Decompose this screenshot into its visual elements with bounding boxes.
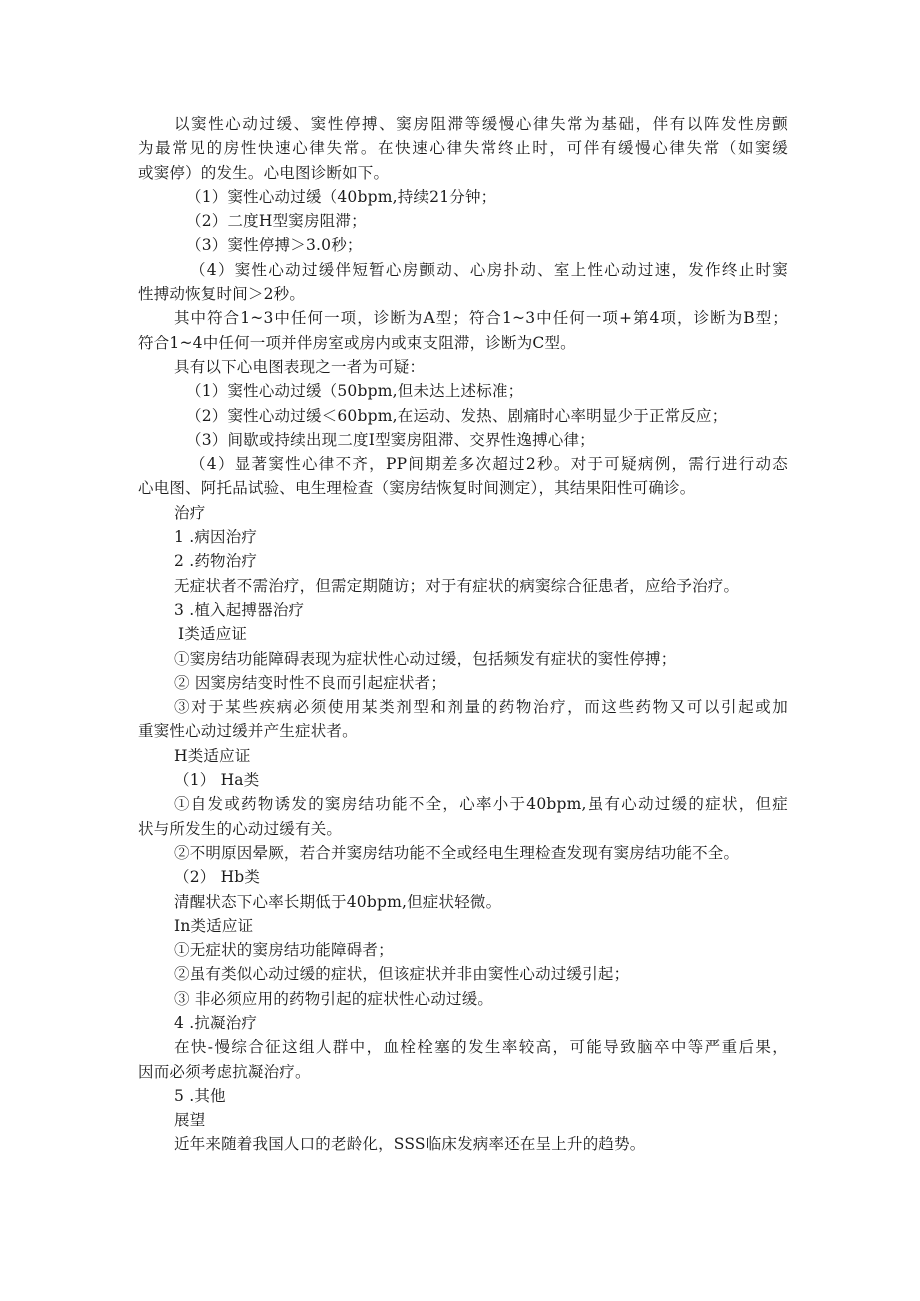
text-line: ③ 非必须应用的药物引起的症状性心动过缓。 [174, 989, 494, 1008]
text-line: 具有以下心电图表现之一者为可疑： [174, 357, 426, 376]
text-line: 在快-慢综合征这组人群中，血栓栓塞的发生率较高，可能导致脑卒中等严重后果， [174, 1038, 788, 1057]
text-line: 近年来随着我国人口的老龄化，SSS临床发病率还在呈上升的趋势。 [174, 1135, 646, 1154]
text-line: 状与所发生的心动过缓有关。 [138, 819, 343, 838]
text-line: 2 .药物治疗 [174, 552, 258, 571]
text-line: 5 .其他 [174, 1086, 226, 1105]
text-line: （3）间歇或持续出现二度I型窦房阻滞、交界性逸搏心律； [186, 430, 595, 449]
text-line: ③对于某些疾病必须使用某类剂型和剂量的药物治疗，而这些药物又可以引起或加 [174, 698, 788, 717]
text-line: （2） Hb类 [174, 868, 261, 887]
text-line: I类适应证 [178, 625, 248, 644]
text-line: （1）窦性心动过缓（50bpm,但未达上述标准； [186, 382, 524, 401]
text-line: （3）窦性停搏＞3.0秒； [186, 236, 363, 255]
text-line: 治疗 [174, 503, 206, 522]
text-line: 1 .病因治疗 [174, 528, 258, 547]
text-line: In类适应证 [174, 916, 254, 935]
text-line: 或窦停）的发生。心电图诊断如下。 [138, 163, 390, 182]
text-line: ①窦房结功能障碍表现为症状性心动过缓，包括频发有症状的窦性停搏； [174, 649, 677, 668]
text-line: ①自发或药物诱发的窦房结功能不全，心率小于40bpm,虽有心动过缓的症状，但症 [174, 795, 788, 814]
text-line: ②虽有类似心动过缓的症状，但该症状并非由窦性心动过缓引起； [174, 965, 630, 984]
text-line: 以窦性心动过缓、窦性停搏、窦房阻滞等缓慢心律失常为基础，伴有以阵发性房颤 [174, 115, 788, 133]
text-line: 符合1~4中任何一项并伴房室或房内或束支阻滞，诊断为C型。 [138, 333, 576, 352]
text-line: 心电图、阿托品试验、电生理检查（窦房结恢复时间测定），其结果阳性可确诊。 [138, 479, 696, 498]
text-line: （4）窦性心动过缓伴短暂心房颤动、心房扑动、室上性心动过速，发作终止时窦 [190, 260, 788, 279]
text-line: （1） Ha类 [174, 771, 260, 790]
text-line: ② 因窦房结变时性不良而引起症状者； [174, 673, 447, 692]
text-line: 重窦性心动过缓并产生症状者。 [138, 722, 358, 741]
text-line: 3 .植入起搏器治疗 [174, 600, 305, 619]
text-line: （2）二度H型窦房阻滞； [186, 212, 367, 231]
text-line: 性搏动恢复时间＞2秒。 [138, 285, 306, 304]
document-body [138, 112, 788, 1157]
text-line: 为最常见的房性快速心律失常。在快速心律失常终止时，可伴有缓慢心律失常（如窦缓 [138, 139, 788, 158]
text-line: （4）显著窦性心律不齐，PP间期差多次超过2秒。对于可疑病例，需行进行动态 [190, 455, 788, 474]
text-line: （2）窦性心动过缓＜60bpm,在运动、发热、剧痛时心率明显少于正常反应； [186, 406, 728, 425]
text-line: 其中符合1~3中任何一项，诊断为A型；符合1~3中任何一项+第4项，诊断为B型； [174, 309, 788, 328]
text-line: （1）窦性心动过缓（40bpm,持续21分钟； [186, 187, 497, 206]
text-line: 无症状者不需治疗，但需定期随访；对于有症状的病窦综合征患者，应给予治疗。 [174, 576, 740, 595]
text-line: 4 .抗凝治疗 [174, 1013, 258, 1032]
text-line: 展望 [174, 1111, 206, 1130]
text-line: 因而必须考虑抗凝治疗。 [138, 1062, 311, 1081]
text-line: ②不明原因晕厥，若合并窦房结功能不全或经电生理检查发现有窦房结功能不全。 [174, 843, 740, 862]
text-line: H类适应证 [174, 746, 251, 765]
text-line: 清醒状态下心率长期低于40bpm,但症状轻微。 [174, 892, 502, 911]
text-line: ①无症状的窦房结功能障碍者； [174, 941, 394, 960]
